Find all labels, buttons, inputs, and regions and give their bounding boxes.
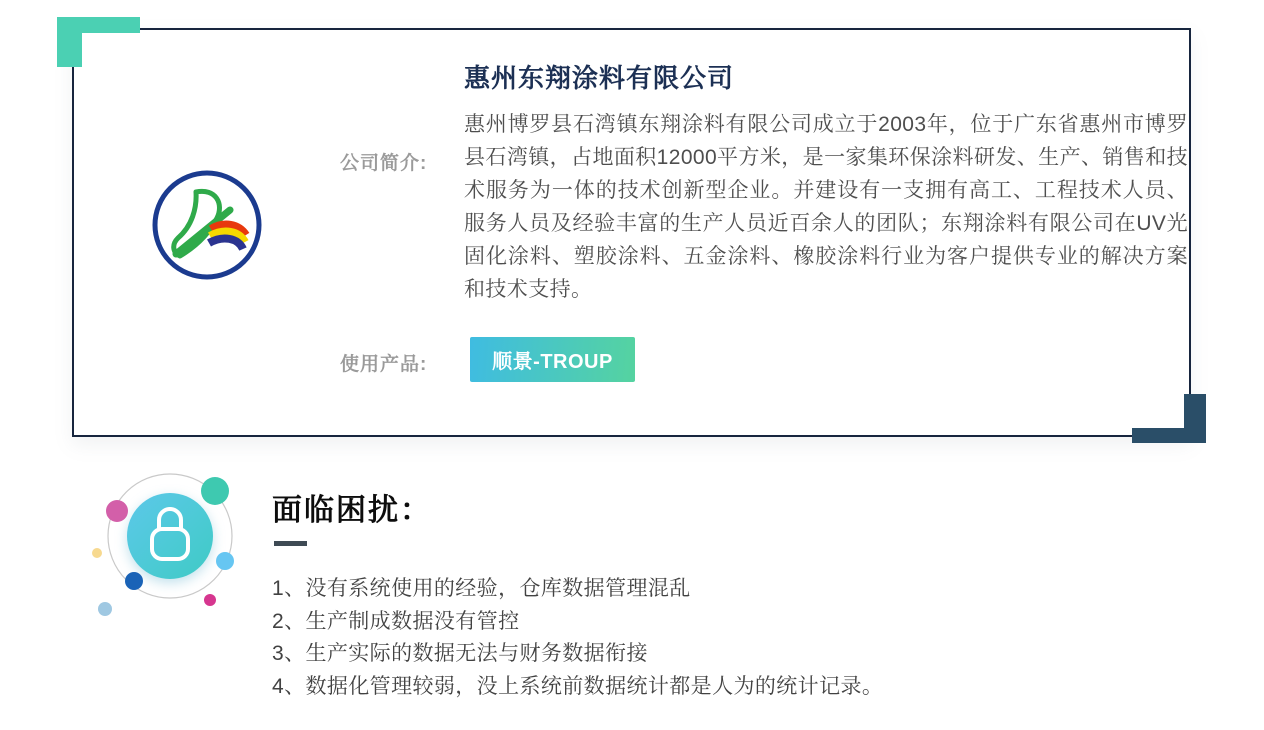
product-used-label: 使用产品: [340, 354, 428, 375]
company-profile-card [72, 28, 1191, 437]
product-button[interactable]: 顺景-TROUP [470, 337, 635, 382]
darkblue-dot-icon [125, 572, 143, 590]
dark-corner-accent [1184, 394, 1206, 443]
trouble-item-3: 3、生产实际的数据无法与财务数据衔接 [272, 642, 648, 665]
company-logo [150, 168, 264, 282]
troubles-list [272, 573, 992, 703]
lock-circle-icon [127, 493, 213, 579]
company-title: 惠州东翔涂料有限公司 [464, 63, 735, 93]
troubles-heading: 面临困扰： [272, 494, 432, 527]
magenta-dot-icon [204, 594, 216, 606]
lightblue-dot-icon [216, 552, 234, 570]
pink-dot-icon [106, 500, 128, 522]
trouble-item-1: 1、没有系统使用的经验，仓库数据管理混乱 [272, 577, 691, 600]
company-intro-text: 惠州博罗县石湾镇东翔涂料有限公司成立于2003年，位于广东省惠州市博罗县石湾镇，占地面积12000平方米，是一家集环保涂料研发、生产、销售和技术服务为一体的技术创新型企业。并建设有一支拥有高工、工程技术人员、服务人员及经验丰富的生产人员近百余人的团队；东翔涂料有限公司在UV光固化涂料、塑胶涂料、五金涂料、橡胶涂料行业为客户提供专业的解决方案和技术支持。 [464, 113, 1188, 301]
yellow-dot-icon [92, 548, 102, 558]
trouble-item-4: 4、数据化管理较弱，没上系统前数据统计都是人为的统计记录。 [272, 674, 884, 698]
lock-illustration [85, 468, 255, 638]
trouble-item-2: 2、生产制成数据没有管控 [272, 609, 520, 633]
heading-underline [274, 541, 307, 546]
company-intro-label: 公司简介: [340, 153, 428, 174]
teal-corner-accent [57, 17, 82, 67]
paleblue-dot-icon [98, 602, 112, 616]
teal-dot-icon [201, 477, 229, 505]
